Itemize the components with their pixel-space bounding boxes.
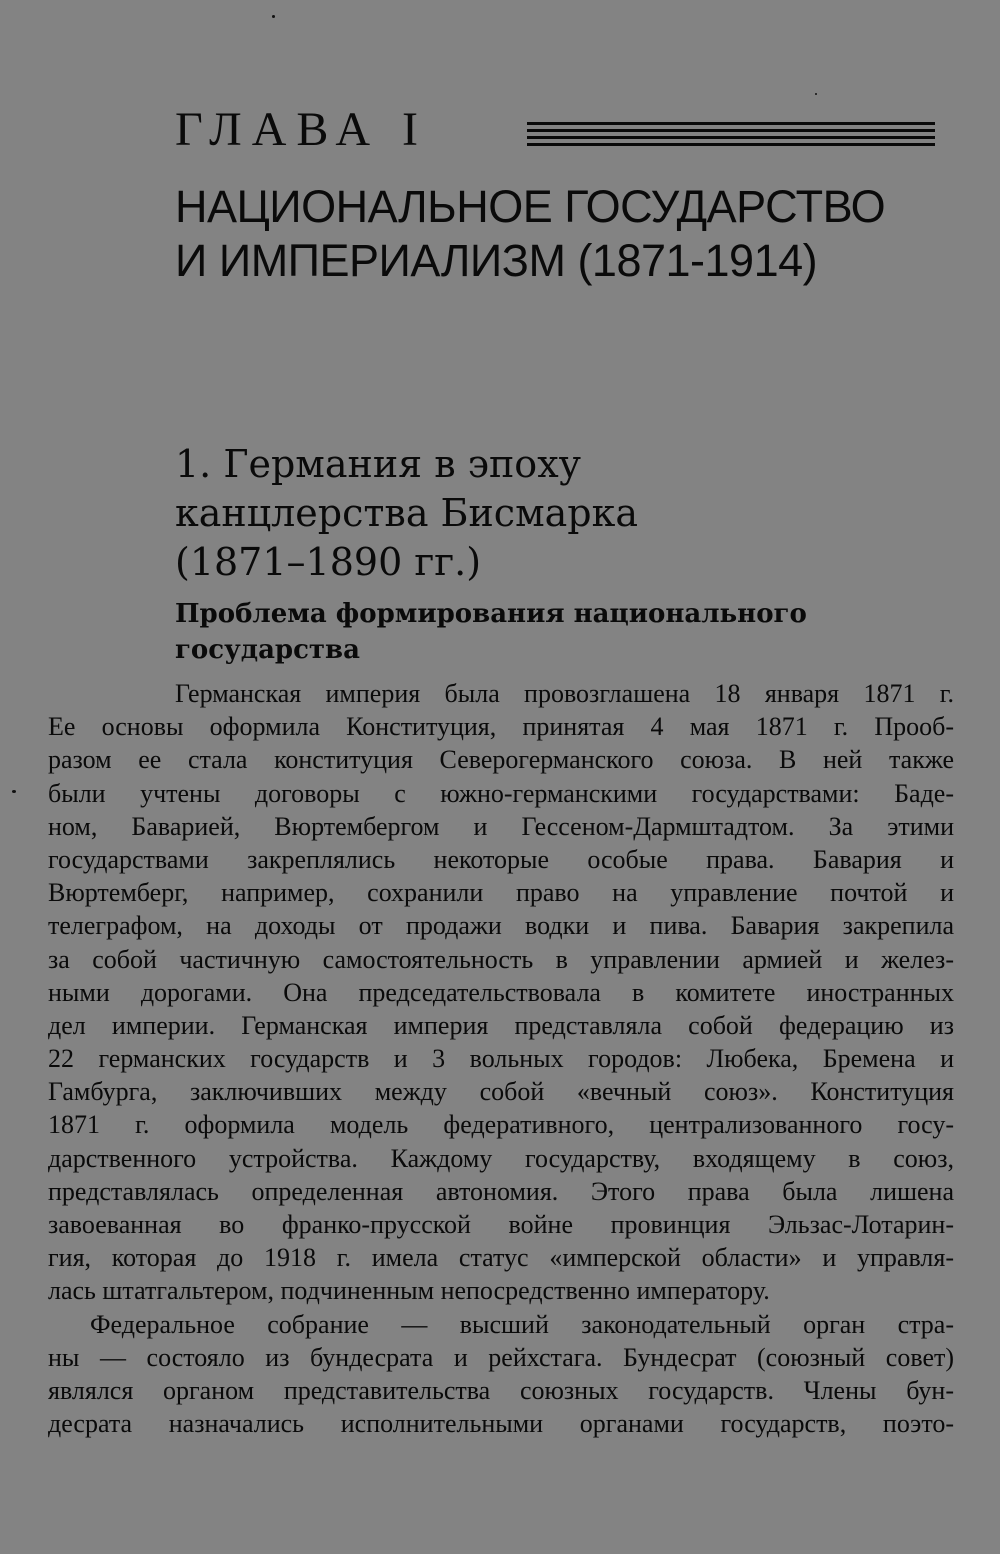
scan-speck	[815, 93, 817, 95]
section-title-line: (1871–1890 гг.)	[175, 540, 482, 584]
body-text	[48, 677, 954, 1440]
body-line: ном, Баварией, Вюртембергом и Гессеном-Дармштадтом. За этими	[48, 811, 954, 841]
chapter-title-line: И ИМПЕРИАЛИЗМ (1871-1914)	[175, 235, 818, 286]
body-line: являлся органом представительства союзных государств. Члены бун-	[48, 1375, 954, 1405]
body-line: Вюртемберг, например, сохранили право на управление почтой и	[48, 878, 954, 908]
body-line: дел империи. Германская империя представляла собой федерацию из	[48, 1010, 954, 1040]
section-title-line: 1. Германия в эпоху	[175, 442, 581, 486]
body-line: ны — состояло из бундесрата и рейхстага. Бундесрат (союзный совет)	[48, 1342, 954, 1372]
body-line: 22 германских государств и 3 вольных городов: Любека, Бремена и	[48, 1044, 954, 1074]
chapter-label: ГЛАВА I	[175, 103, 428, 156]
scan-speck	[272, 15, 275, 18]
body-line: десрата назначались исполнительными органами государств, поэто-	[48, 1409, 954, 1439]
body-line: за собой частичную самостоятельность в управлении армией и желез-	[48, 944, 954, 974]
subsection-title	[175, 596, 935, 668]
chapter-heading	[175, 100, 935, 160]
subsection-title-line: государства	[175, 635, 360, 665]
body-line: гия, которая до 1918 г. имела статус «имперской области» и управля-	[48, 1243, 954, 1273]
section-title-line: канцлерства Бисмарка	[175, 491, 639, 535]
body-line: представлялась определенная автономия. Этого права была лишена	[48, 1176, 954, 1206]
body-line: телеграфом, на доходы от продажи водки и пива. Бавария закрепила	[48, 911, 954, 941]
body-line: разом ее стала конституция Северогерманского союза. В ней также	[48, 745, 954, 775]
body-line: 1871 г. оформила модель федеративного, централизованного госу-	[48, 1110, 954, 1140]
body-line: Федеральное собрание — высший законодательный орган стра-	[90, 1309, 954, 1339]
scan-speck	[12, 790, 16, 793]
chapter-title	[175, 180, 975, 288]
chapter-rule-ornament	[527, 121, 935, 147]
body-line: Германская империя была провозглашена 18 января 1871 г.	[175, 679, 954, 708]
body-line: ными дорогами. Она председательствовала в комитете иностранных	[48, 977, 954, 1007]
section-title	[175, 440, 935, 587]
body-line: лась штатгальтером, подчиненным непосредственно императору.	[48, 1276, 770, 1306]
body-line: дарственного устройства. Каждому государству, входящему в союз,	[48, 1143, 954, 1173]
body-line: были учтены договоры с южно-германскими государствами: Баде-	[48, 778, 954, 808]
chapter-title-line: НАЦИОНАЛЬНОЕ ГОСУДАРСТВО	[175, 181, 886, 232]
body-line: государствами закреплялись некоторые особые права. Бавария и	[48, 844, 954, 874]
body-line: Гамбурга, заключивших между собой «вечный союз». Конституция	[48, 1077, 954, 1107]
body-line: Ее основы оформила Конституция, принятая 4 мая 1871 г. Прооб-	[48, 712, 954, 742]
subsection-title-line: Проблема формирования национального	[175, 599, 807, 629]
body-line: завоеванная во франко-прусской войне провинция Эльзас-Лотарин-	[48, 1210, 954, 1239]
